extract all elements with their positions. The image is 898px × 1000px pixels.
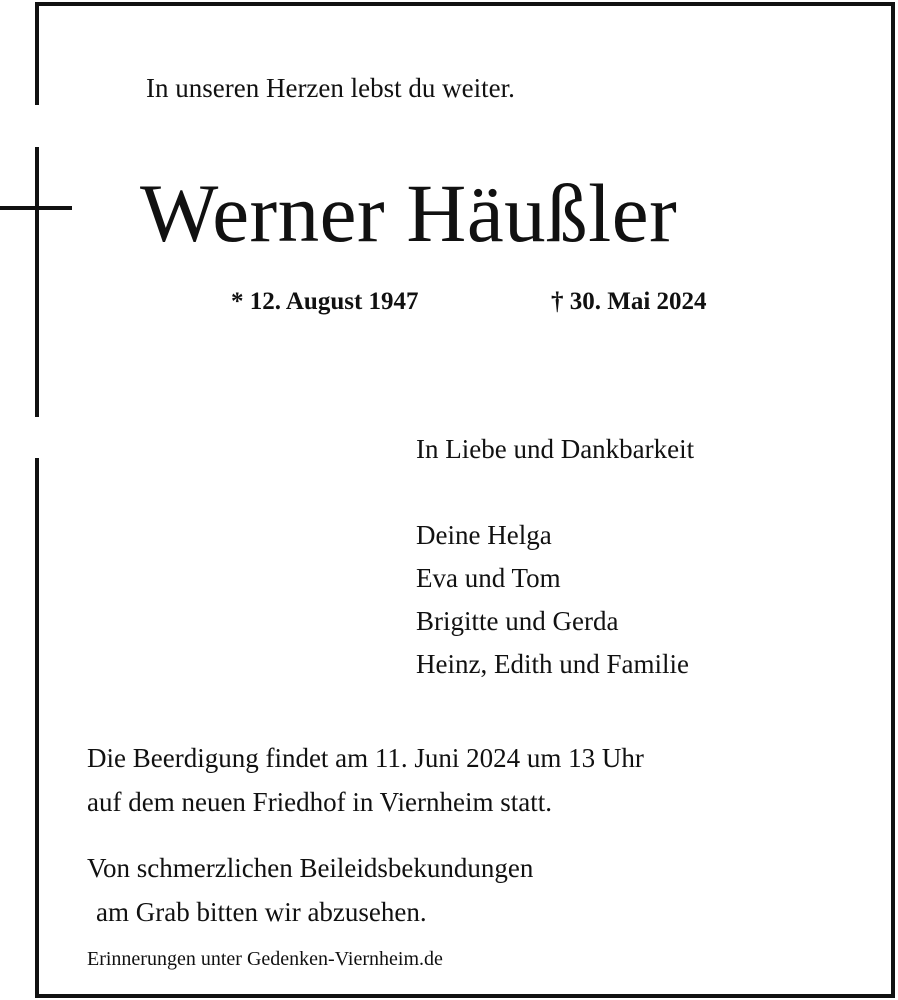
frame-left-border-upper — [35, 2, 39, 105]
mourner-name: Brigitte und Gerda — [416, 606, 619, 636]
deceased-name: Werner Häußler — [140, 167, 678, 259]
funeral-line: Die Beerdigung findet am 11. Juni 2024 um 13 Uhr — [87, 743, 644, 773]
motto: In unseren Herzen lebst du weiter. — [146, 73, 515, 103]
frame-left-border-lower — [35, 458, 39, 998]
cross-icon-horizontal — [0, 206, 72, 210]
frame-right-border — [891, 2, 895, 998]
condolence-note: am Grab bitten wir abzusehen. — [96, 897, 427, 927]
memorial-website-note: Erinnerungen unter Gedenken-Viernheim.de — [87, 948, 443, 970]
mourner-name: Eva und Tom — [416, 563, 561, 593]
death-date: † 30. Mai 2024 — [551, 288, 707, 315]
signatures-intro: In Liebe und Dankbarkeit — [416, 434, 695, 464]
condolence-note: Von schmerzlichen Beileidsbekundungen — [87, 853, 534, 883]
cross-icon-vertical — [35, 147, 39, 417]
birth-date: * 12. August 1947 — [231, 288, 419, 315]
mourner-name: Heinz, Edith und Familie — [416, 649, 689, 679]
funeral-line: auf dem neuen Friedhof in Viernheim statt. — [87, 787, 553, 817]
frame-top-border — [35, 2, 895, 6]
funeral-info — [87, 736, 644, 934]
mourner-name: Deine Helga — [416, 520, 552, 550]
frame-bottom-border — [35, 994, 895, 998]
signatures-block — [416, 428, 694, 686]
